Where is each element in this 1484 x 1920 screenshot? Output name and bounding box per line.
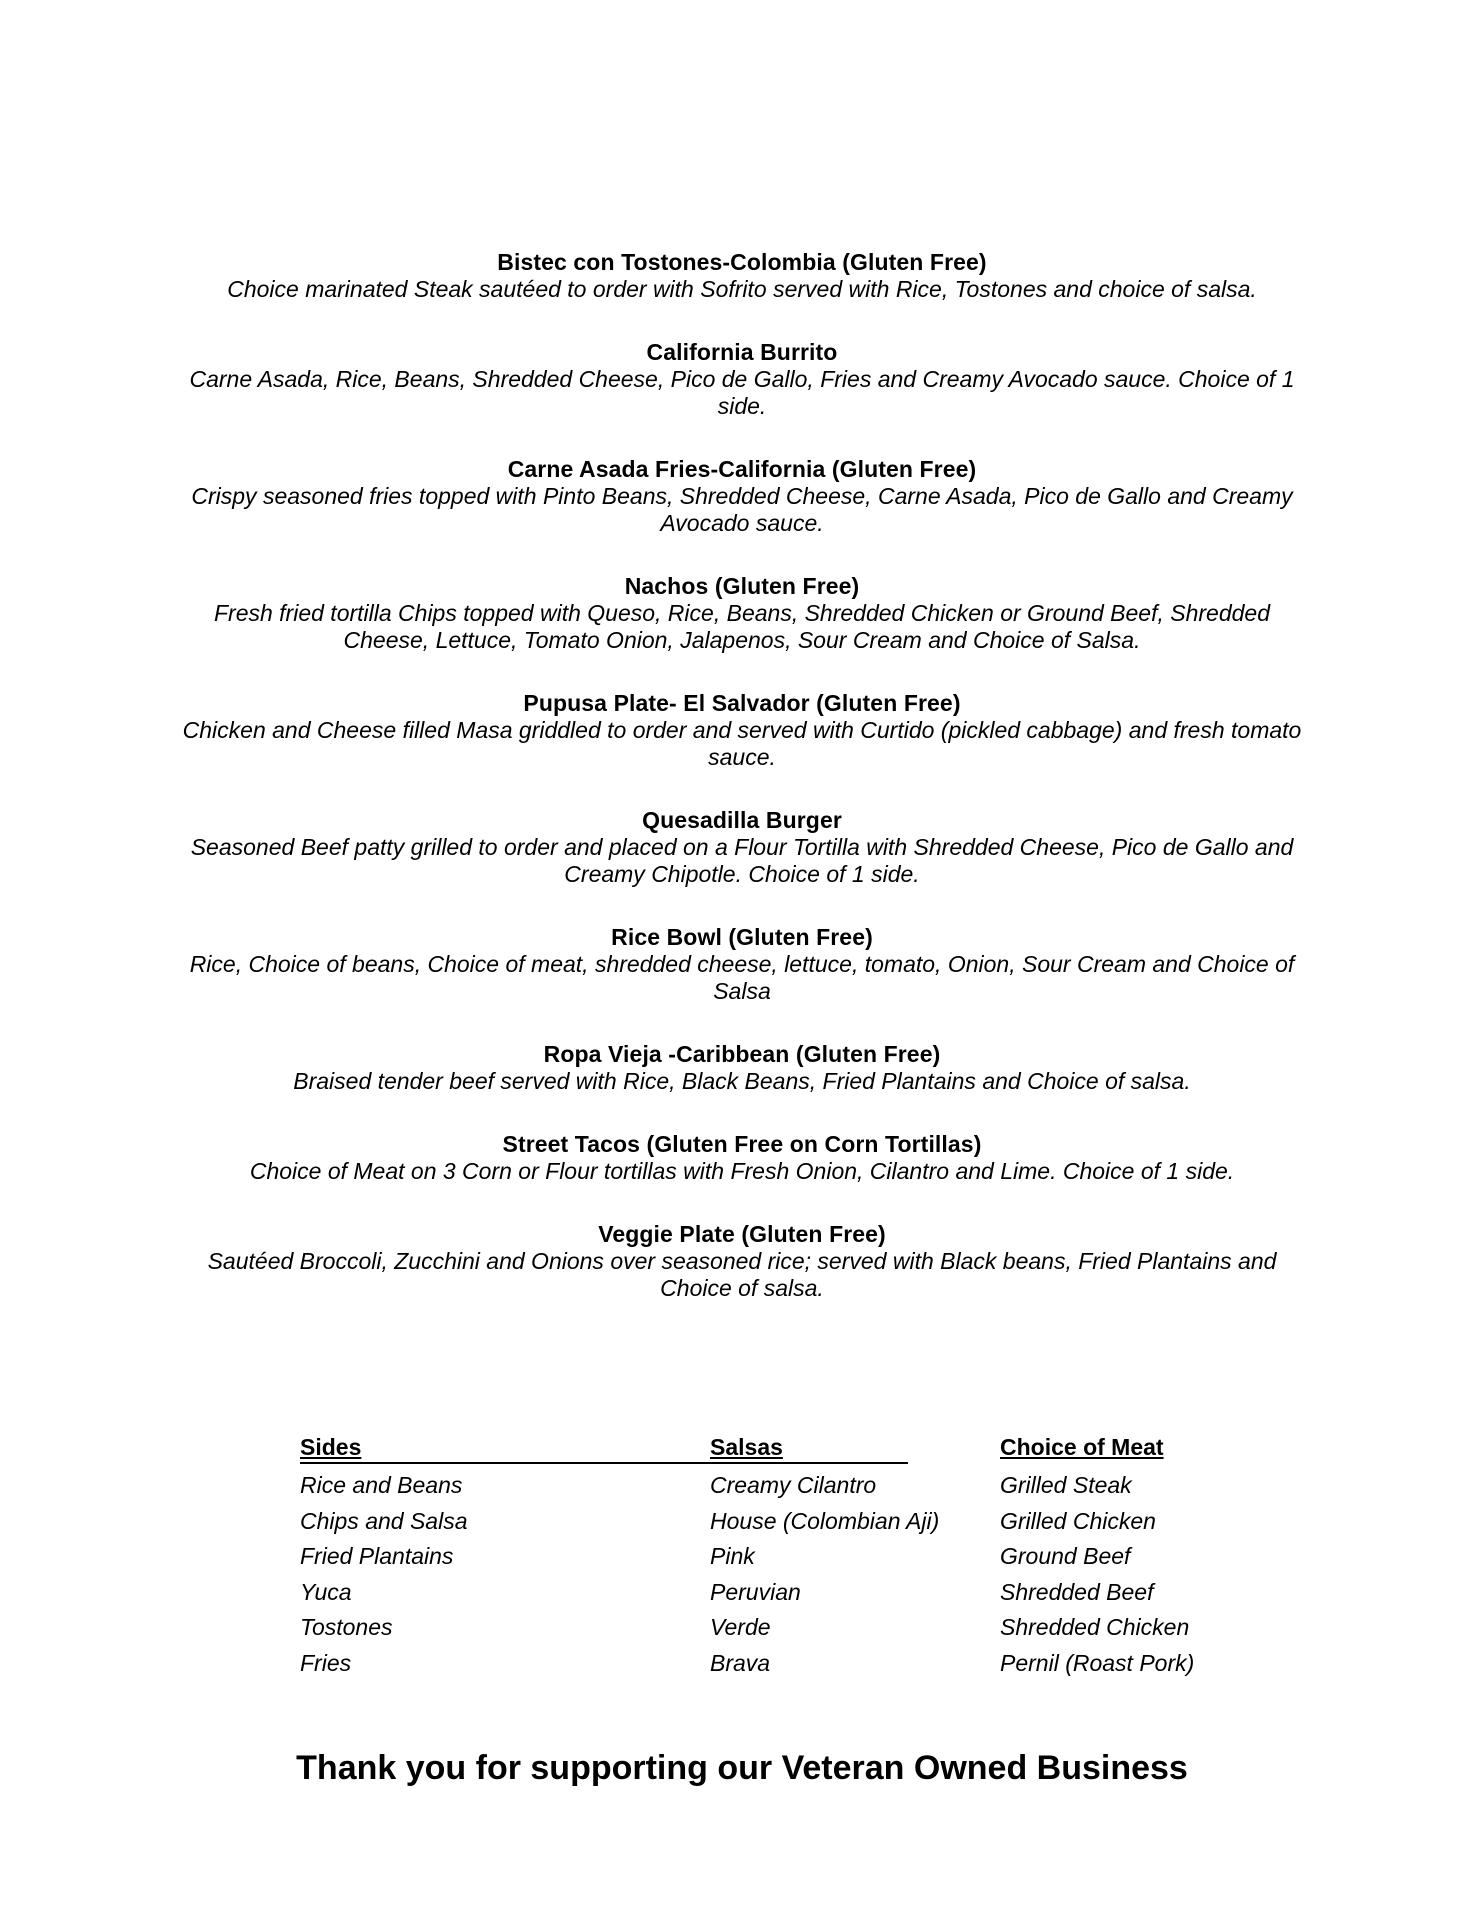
- thank-you-message: Thank you for supporting our Veteran Owned Business: [296, 1749, 1188, 1787]
- menu-item-description: Fresh fried tortilla Chips topped with Queso, Rice, Beans, Shredded Chicken or Ground Beef, Shredded Cheese, Lettuce, Tomato Onion, Jalapenos, Sour Cream and Choice of Salsa.: [213, 600, 1271, 653]
- menu-item: [150, 338, 1334, 420]
- menu-item: [150, 572, 1334, 654]
- menu-item-name: Rice Bowl (Gluten Free): [611, 924, 873, 950]
- sides-list: [300, 1468, 690, 1681]
- menu-list: [150, 248, 1334, 1337]
- meat-item: Shredded Chicken: [1000, 1614, 1190, 1640]
- menu-item-description: Sautéed Broccoli, Zucchini and Onions over seasoned rice; served with Black beans, Fried Plantains and Choice of salsa.: [207, 1248, 1277, 1301]
- menu-item: [150, 689, 1334, 771]
- menu-item-name: Nachos (Gluten Free): [624, 573, 860, 599]
- menu-item-name: Quesadilla Burger: [642, 807, 842, 833]
- menu-item-name: Veggie Plate (Gluten Free): [598, 1221, 886, 1247]
- side-item: Fries: [300, 1649, 352, 1676]
- meat-header: Choice of Meat: [1000, 1434, 1164, 1460]
- salsa-item: Peruvian: [710, 1578, 801, 1605]
- sides-column: [300, 1432, 690, 1681]
- salsa-item: Creamy Cilantro: [710, 1472, 877, 1498]
- meat-list: [1000, 1468, 1260, 1681]
- menu-item-description: Crispy seasoned fries topped with Pinto Beans, Shredded Cheese, Carne Asada, Pico de Gallo and Creamy Avocado sauce.: [191, 483, 1293, 536]
- meat-item: Ground Beef: [1000, 1543, 1131, 1569]
- salsas-column: [710, 1432, 1010, 1681]
- menu-item: [150, 1040, 1334, 1095]
- menu-item-name: Street Tacos (Gluten Free on Corn Tortillas): [502, 1131, 982, 1157]
- salsas-header: Salsas: [710, 1434, 783, 1460]
- menu-item-name: Bistec con Tostones-Colombia (Gluten Free): [497, 249, 987, 275]
- menu-item: [150, 923, 1334, 1005]
- menu-item-description: Rice, Choice of beans, Choice of meat, shredded cheese, lettuce, tomato, Onion, Sour Cream and Choice of Salsa: [189, 951, 1295, 1004]
- menu-item: [150, 455, 1334, 537]
- sides-header: Sides: [300, 1434, 362, 1460]
- side-item: Rice and Beans: [300, 1472, 463, 1498]
- menu-item-name: Pupusa Plate- El Salvador (Gluten Free): [523, 690, 961, 716]
- menu-item-description: Choice marinated Steak sautéed to order with Sofrito served with Rice, Tostones and choice of salsa.: [227, 276, 1257, 302]
- side-item: Yuca: [300, 1578, 352, 1605]
- meat-column: [1000, 1432, 1260, 1681]
- menu-item-name: California Burrito: [646, 339, 838, 365]
- salsa-item: Pink: [710, 1543, 755, 1569]
- salsa-item: House (Colombian Aji): [710, 1507, 940, 1534]
- menu-item: [150, 1130, 1334, 1185]
- menu-item-description: Seasoned Beef patty grilled to order and placed on a Flour Tortilla with Shredded Cheese, Pico de Gallo and Creamy Chipotle. Choice of 1 side.: [190, 834, 1294, 887]
- meat-item: Pernil (Roast Pork): [1000, 1649, 1195, 1676]
- menu-item-description: Choice of Meat on 3 Corn or Flour tortillas with Fresh Onion, Cilantro and Lime. Choice of 1 side.: [249, 1158, 1235, 1184]
- meat-item: Grilled Steak: [1000, 1472, 1132, 1498]
- menu-item: [150, 248, 1334, 303]
- meat-item: Shredded Beef: [1000, 1578, 1154, 1605]
- menu-item-name: Carne Asada Fries-California (Gluten Free): [507, 456, 977, 482]
- options-table: [300, 1432, 1230, 1692]
- meat-item: Grilled Chicken: [1000, 1507, 1156, 1534]
- side-item: Chips and Salsa: [300, 1507, 468, 1534]
- salsa-item: Verde: [710, 1614, 771, 1640]
- side-item: Fried Plantains: [300, 1543, 454, 1569]
- menu-item-name: Ropa Vieja -Caribbean (Gluten Free): [543, 1041, 941, 1067]
- salsa-item: Brava: [710, 1649, 771, 1676]
- side-item: Tostones: [300, 1614, 393, 1640]
- menu-item: [150, 806, 1334, 888]
- salsas-list: [710, 1468, 1010, 1681]
- menu-item-description: Carne Asada, Rice, Beans, Shredded Cheese, Pico de Gallo, Fries and Creamy Avocado sauce. Choice of 1 side.: [189, 366, 1295, 419]
- menu-item-description: Braised tender beef served with Rice, Black Beans, Fried Plantains and Choice of salsa.: [293, 1068, 1191, 1094]
- menu-item: [150, 1220, 1334, 1302]
- menu-item-description: Chicken and Cheese filled Masa griddled to order and served with Curtido (pickled cabbage) and fresh tomato sauce.: [182, 717, 1302, 770]
